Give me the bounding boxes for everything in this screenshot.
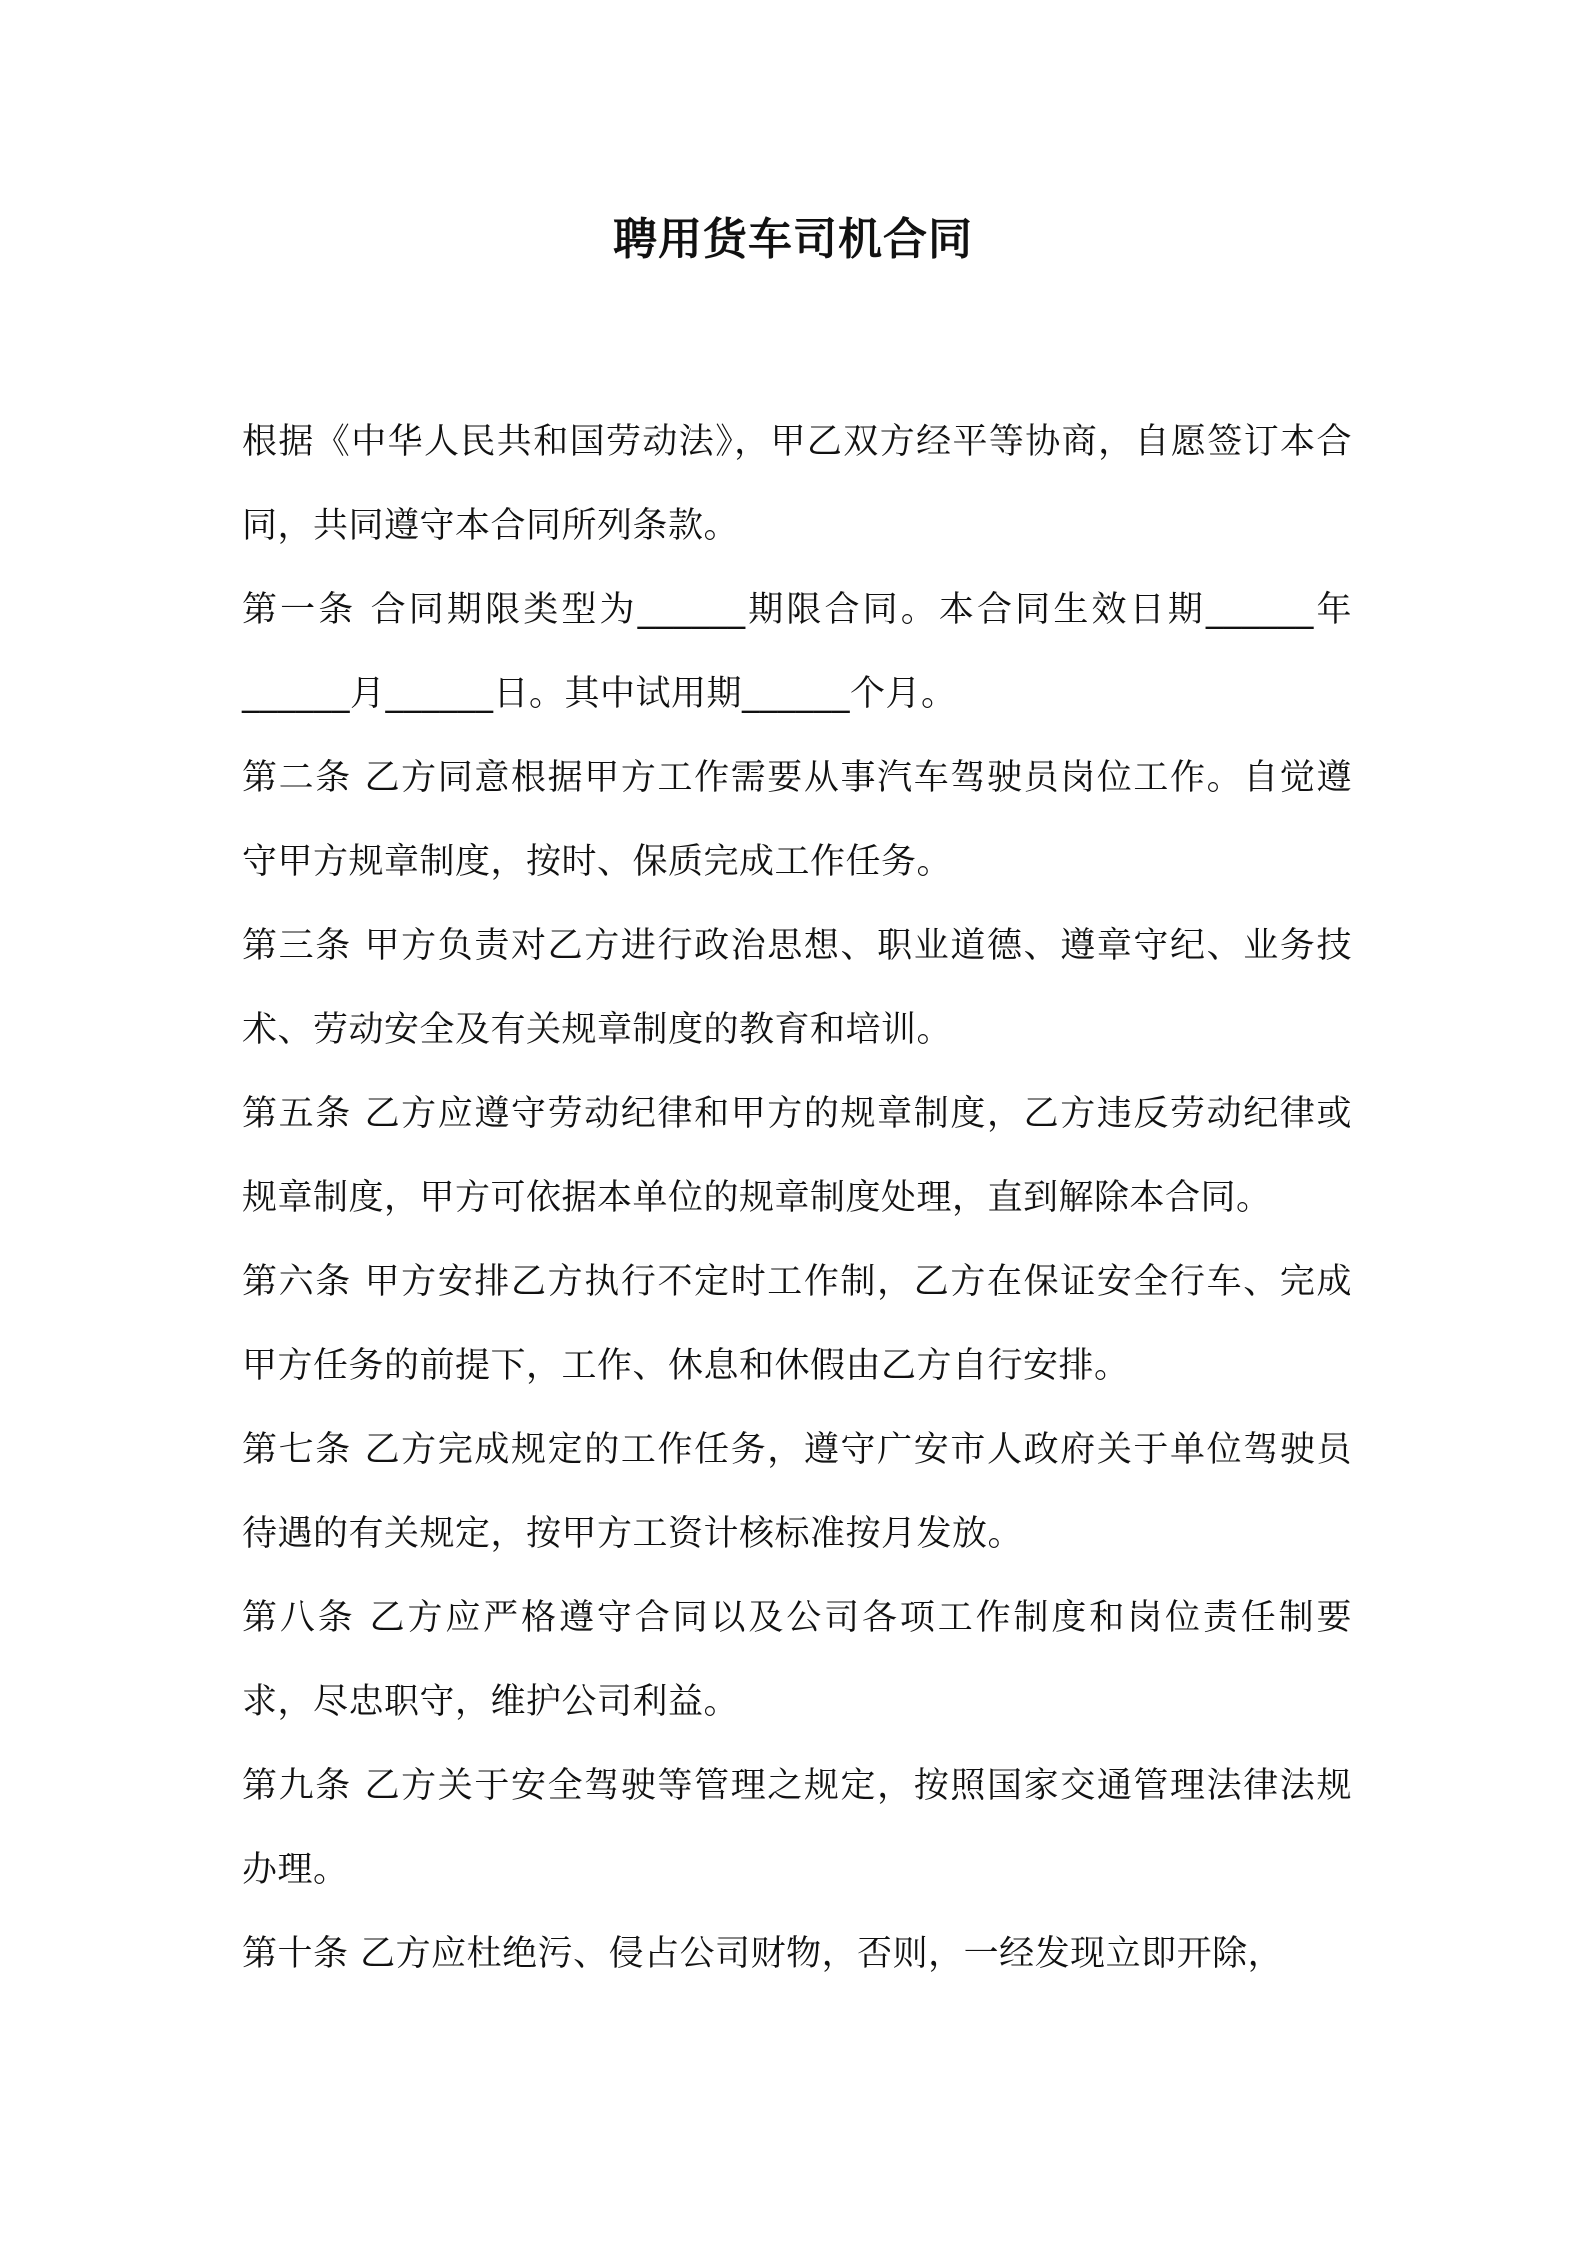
article-7: 第七条 乙方完成规定的工作任务，遵守广安市人政府关于单位驾驶员待遇的有关规定，按甲方工资计核标准按月发放。 xyxy=(242,1430,1352,1554)
article-8: 第八条 乙方应严格遵守合同以及公司各项工作制度和岗位责任制要求，尽忠职守，维护公司利益。 xyxy=(242,1598,1352,1722)
document-title: 聘用货车司机合同 xyxy=(613,214,973,265)
article-3: 第三条 甲方负责对乙方进行政治思想、职业道德、遵章守纪、业务技术、劳动安全及有关规章制度的教育和培训。 xyxy=(242,926,1352,1050)
article-9: 第九条 乙方关于安全驾驶等管理之规定，按照国家交通管理法律法规办理。 xyxy=(242,1766,1352,1890)
article-1: 第一条 合同期限类型为______期限合同。本合同生效日期______年______月______日。其中试用期______个月。 xyxy=(242,590,1352,714)
article-5: 第五条 乙方应遵守劳动纪律和甲方的规章制度，乙方违反劳动纪律或规章制度，甲方可依据本单位的规章制度处理，直到解除本合同。 xyxy=(242,1094,1352,1218)
article-6: 第六条 甲方安排乙方执行不定时工作制，乙方在保证安全行车、完成甲方任务的前提下，工作、休息和休假由乙方自行安排。 xyxy=(242,1262,1352,1386)
intro-paragraph: 根据《中华人民共和国劳动法》，甲乙双方经平等协商，自愿签订本合同，共同遵守本合同所列条款。 xyxy=(242,422,1352,546)
article-2: 第二条 乙方同意根据甲方工作需要从事汽车驾驶员岗位工作。自觉遵守甲方规章制度，按时、保质完成工作任务。 xyxy=(242,758,1352,882)
article-10: 第十条 乙方应杜绝污、侵占公司财物，否则，一经发现立即开除， xyxy=(242,1934,1284,1974)
document-body xyxy=(242,400,1352,1996)
